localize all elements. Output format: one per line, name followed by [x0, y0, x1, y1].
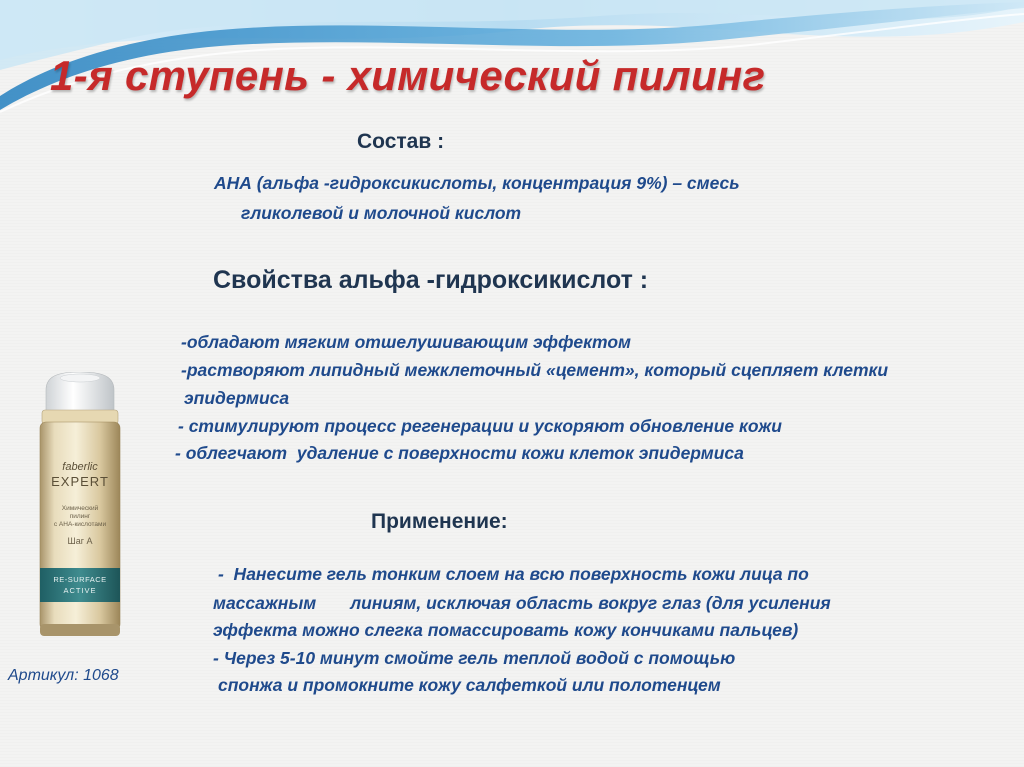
application-line: - Нанесите гель тонким слоем на всю поверхность кожи лица по — [218, 564, 809, 584]
composition-line: гликолевой и молочной кислот — [241, 203, 522, 223]
properties-line: -растворяют липидный межклеточный «цемент», который сцепляет клетки — [181, 360, 889, 380]
application-line: эффекта можно слегка помассировать кожу кончиками пальцев) — [213, 620, 799, 640]
properties-line: -обладают мягким отшелушивающим эффектом — [181, 332, 631, 352]
product-bottle-image — [34, 372, 126, 638]
composition-line: АНА (альфа -гидроксикислоты, концентрация 9%) – смесь — [214, 173, 740, 193]
application-line: - Через 5-10 минут смойте гель теплой водой с помощью — [213, 648, 736, 668]
application-heading: Применение: — [371, 510, 508, 533]
application-line: массажным линиям, исключая область вокруг глаз (для усиления — [213, 593, 831, 613]
properties-line: - стимулируют процесс регенерации и ускоряют обновление кожи — [178, 416, 782, 436]
composition-heading: Состав : — [357, 130, 445, 153]
product-band-text: RE-SURFACE — [53, 575, 107, 584]
product-line-name: EXPERT — [51, 474, 109, 489]
product-brand: faberlic — [62, 461, 98, 473]
product-step: Шаг А — [67, 536, 93, 546]
product-desc: Химический — [61, 505, 99, 512]
properties-line: эпидермиса — [184, 388, 290, 408]
product-desc: пилинг — [69, 513, 91, 520]
product-desc: с АНА-кислотами — [53, 521, 107, 528]
properties-heading: Свойства альфа -гидроксикислот : — [213, 266, 649, 294]
application-line: спонжа и промокните кожу салфеткой или полотенцем — [218, 675, 721, 695]
page-title: 1-я ступень - химический пилинг — [50, 52, 766, 99]
product-band-text: ACTIVE — [63, 586, 97, 595]
properties-line: - облегчают удаление с поверхности кожи клеток эпидермиса — [175, 443, 744, 463]
product-article: Артикул: 1068 — [8, 667, 119, 684]
bottle-band — [40, 568, 120, 602]
bottle-base — [40, 624, 120, 636]
cap-top — [60, 374, 100, 382]
